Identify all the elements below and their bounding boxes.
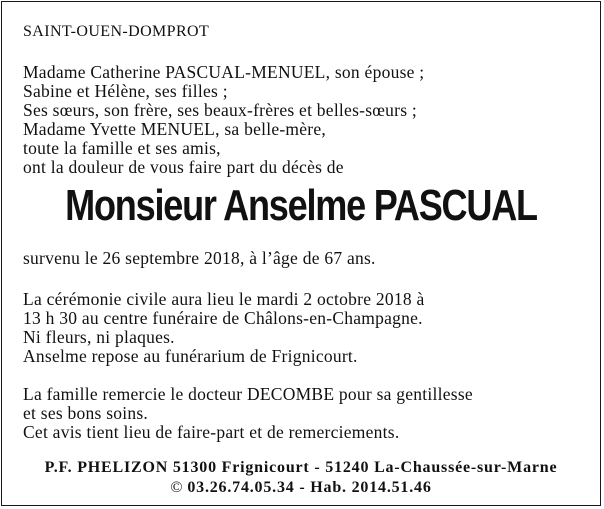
obituary-notice (1, 1, 601, 506)
thanks-line: La famille remercie le docteur DECOMBE pour sa gentillesse (23, 384, 473, 404)
family-line: Sabine et Hélène, ses filles ; (23, 81, 228, 101)
ceremony-line: La cérémonie civile aura lieu le mardi 2 octobre 2018 à (23, 289, 425, 309)
family-line: ont la douleur de vous faire part du décès de (23, 157, 344, 177)
death-info: survenu le 26 septembre 2018, à l’âge de 67 ans. (23, 248, 376, 268)
commune-heading: SAINT-OUEN-DOMPROT (23, 23, 210, 40)
deceased-name: Monsieur Anselme PASCUAL (65, 181, 537, 230)
family-line: Ses sœurs, son frère, ses beaux-frères et belles-sœurs ; (23, 100, 418, 120)
ceremony-line: Ni fleurs, ni plaques. (23, 327, 175, 347)
thanks-line: Cet avis tient lieu de faire-part et de remerciements. (23, 422, 400, 442)
phone-line (2, 478, 600, 498)
family-line: Madame Yvette MENUEL, sa belle-mère, (23, 119, 327, 139)
family-line: toute la famille et ses amis, (23, 138, 221, 158)
thanks-line: et ses bons soins. (23, 403, 149, 423)
funeral-home-line: P.F. PHELIZON 51300 Frignicourt - 51240 La-Chaussée-sur-Marne (44, 459, 558, 476)
ceremony-line: Anselme repose au funérarium de Frignicourt. (23, 346, 358, 366)
phone-icon: © (170, 479, 184, 496)
family-line: Madame Catherine PASCUAL-MENUEL, son épouse ; (23, 62, 425, 82)
ceremony-line: 13 h 30 au centre funéraire de Châlons-en-Champagne. (23, 308, 423, 328)
phone-number: 03.26.74.05.34 - Hab. 2014.51.46 (187, 479, 432, 496)
